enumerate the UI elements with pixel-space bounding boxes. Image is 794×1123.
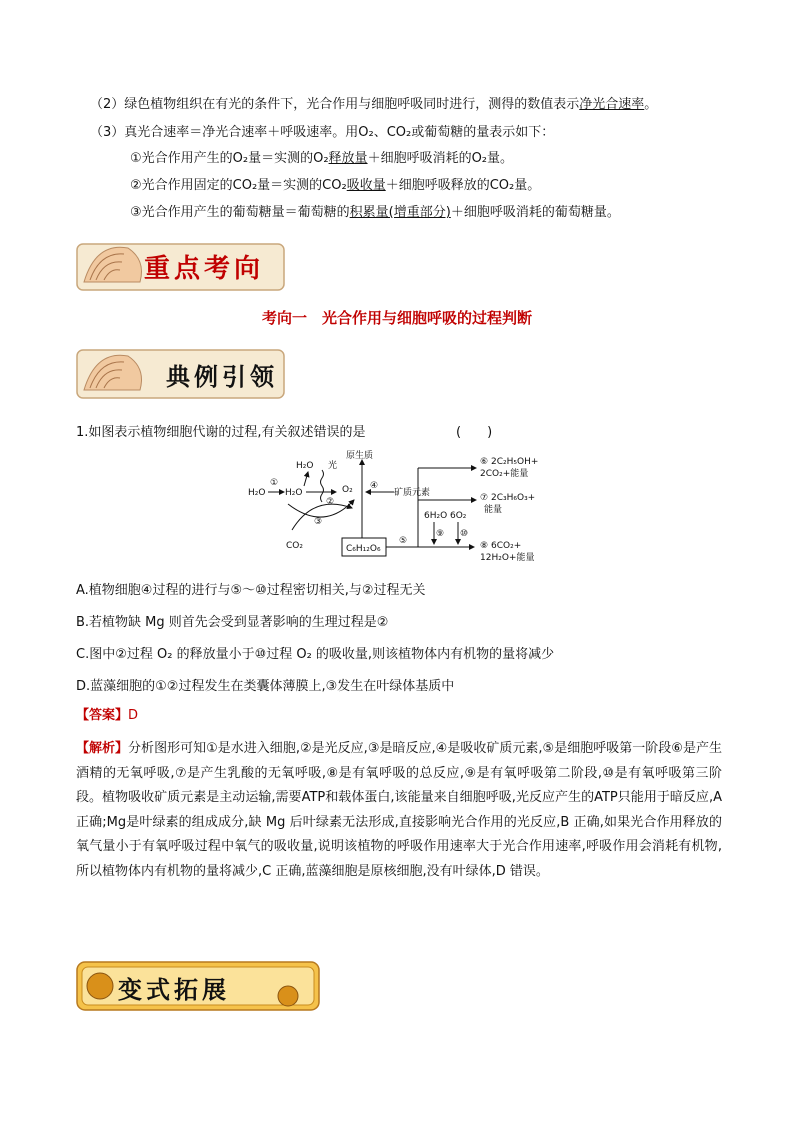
process-10-label: ⑩ xyxy=(460,529,469,539)
six-oxygen-label: 6O₂ xyxy=(450,511,467,521)
process-9-label: ⑨ xyxy=(436,529,445,539)
formula-item-2 xyxy=(130,177,540,195)
intro-line-2-end: 。 xyxy=(644,97,658,112)
process-1-label: ① xyxy=(270,478,279,488)
formula-item-2-end: ＋细胞呼吸释放的CO₂量。 xyxy=(385,178,541,193)
net-photosynthesis-term: 净光合速率 xyxy=(579,97,645,112)
process-6-label: ⑥ xyxy=(480,457,489,467)
ethanol-co2-label: 2CO₂+能量 xyxy=(480,469,529,479)
section-heading: 考向一 光合作用与细胞呼吸的过程判断 xyxy=(261,309,532,327)
typical-example-title: 典例引领 xyxy=(166,362,278,391)
process-5-label: ⑤ xyxy=(399,536,408,546)
process-2-label: ② xyxy=(326,497,335,507)
process-7-label: ⑦ xyxy=(480,493,489,503)
formula-item-2-text: ②光合作用固定的CO₂量＝实测的CO₂ xyxy=(130,178,347,193)
key-directions-title: 重点考向 xyxy=(144,254,265,284)
formula-item-3-end: ＋细胞呼吸消耗的葡萄糖量。 xyxy=(450,205,620,220)
answer-value: D xyxy=(128,708,139,723)
minerals-label: 矿质元素 xyxy=(394,488,431,498)
absorption-amount-term: 吸收量 xyxy=(346,178,386,193)
answer-bracket: ( ) xyxy=(456,425,493,440)
aerobic-co2-label: 6CO₂+ xyxy=(491,541,522,551)
option-b: B.若植物缺 Mg 则首先会受到显著影响的生理过程是② xyxy=(76,615,389,630)
oxygen-label: O₂ xyxy=(342,485,353,495)
water-inside-label: H₂O xyxy=(285,488,303,498)
typical-example-banner xyxy=(76,344,286,402)
six-water-label: 6H₂O xyxy=(424,511,448,521)
formula-item-3 xyxy=(130,204,620,222)
analysis-label: 【解析】 xyxy=(76,741,129,756)
formula-item-3-text: ③光合作用产生的葡萄糖量＝葡萄糖的 xyxy=(130,205,350,220)
answer-line xyxy=(76,704,138,723)
lactic-product-label: 2C₃H₆O₃+ xyxy=(491,493,536,503)
ethanol-product-label: 2C₂H₅OH+ xyxy=(491,457,539,467)
glucose-label: C₆H₁₂O₆ xyxy=(346,544,381,554)
light-label: 光 xyxy=(328,461,338,471)
option-c: C.图中②过程 O₂ 的释放量小于⑩过程 O₂ 的吸收量,则该植物体内有机物的量将减少 xyxy=(76,647,555,662)
key-directions-banner xyxy=(76,236,286,294)
intro-line-3: （3）真光合速率＝净光合速率＋呼吸速率。用O₂、CO₂或葡萄糖的量表示如下： xyxy=(90,125,555,140)
analysis-text: 分析图形可知①是水进入细胞,②是光反应,③是暗反应,④是吸收矿质元素,⑤是细胞呼吸第一阶段⑥是产生酒精的无氧呼吸,⑦是产生乳酸的无氧呼吸,⑧是有氧呼吸的总反应,⑨是有氧呼吸第二阶段,⑩是有氧呼吸第三阶段。植物吸收矿质元素是主动运输,需要ATP和载体蛋白,该能量来自细胞呼吸,光反应产生的ATP只能用于暗反应,A 正确;Mg是叶绿素的组成成分,缺 Mg 后叶绿素无法形成,直接影响光合作用的光反应,B 正确,如果光合作用释放的氧气量小于有氧呼吸过程中氧气的吸收量,说明该植物的呼吸作用速率大于光合作用速率,呼吸作用会消耗有机物,所以植物体内有机物的量将减少,C 正确,蓝藻细胞是原核细胞,没有叶绿体,D 错误。 xyxy=(76,741,722,879)
question-stem: 1.如图表示植物细胞代谢的过程,有关叙述错误的是 xyxy=(76,425,366,440)
accumulation-amount-term: 积累量(增重部分) xyxy=(349,205,451,220)
option-a: A.植物细胞④过程的进行与⑤～⑩过程密切相关,与②过程无关 xyxy=(76,583,426,598)
lactic-energy-label: 能量 xyxy=(484,505,503,515)
intro-line-2-text: （2）绿色植物组织在有光的条件下，光合作用与细胞呼吸同时进行，测得的数值表示 xyxy=(90,97,580,112)
analysis-paragraph xyxy=(76,737,722,884)
water-top-label: H₂O xyxy=(296,461,314,471)
carbon-dioxide-label: CO₂ xyxy=(286,541,303,551)
process-3-label: ③ xyxy=(314,517,323,527)
option-d: D.蓝藻细胞的①②过程发生在类囊体薄膜上,③发生在叶绿体基质中 xyxy=(76,679,455,694)
answer-label: 【答案】 xyxy=(76,708,129,723)
process-8-label: ⑧ xyxy=(480,541,489,551)
variant-extension-title: 变式拓展 xyxy=(118,975,230,1004)
water-input-label: H₂O xyxy=(248,488,266,498)
aerobic-water-label: 12H₂O+能量 xyxy=(480,553,535,563)
release-amount-term: 释放量 xyxy=(328,151,368,166)
intro-line-2 xyxy=(90,96,657,114)
protoplasm-label: 原生质 xyxy=(346,451,374,461)
metabolism-diagram xyxy=(244,448,564,568)
formula-item-1-text: ①光合作用产生的O₂量＝实测的O₂ xyxy=(130,151,329,166)
formula-item-1 xyxy=(130,150,513,168)
formula-item-1-end: ＋细胞呼吸消耗的O₂量。 xyxy=(367,151,514,166)
variant-extension-banner xyxy=(76,958,321,1014)
process-4-label: ④ xyxy=(370,481,379,491)
